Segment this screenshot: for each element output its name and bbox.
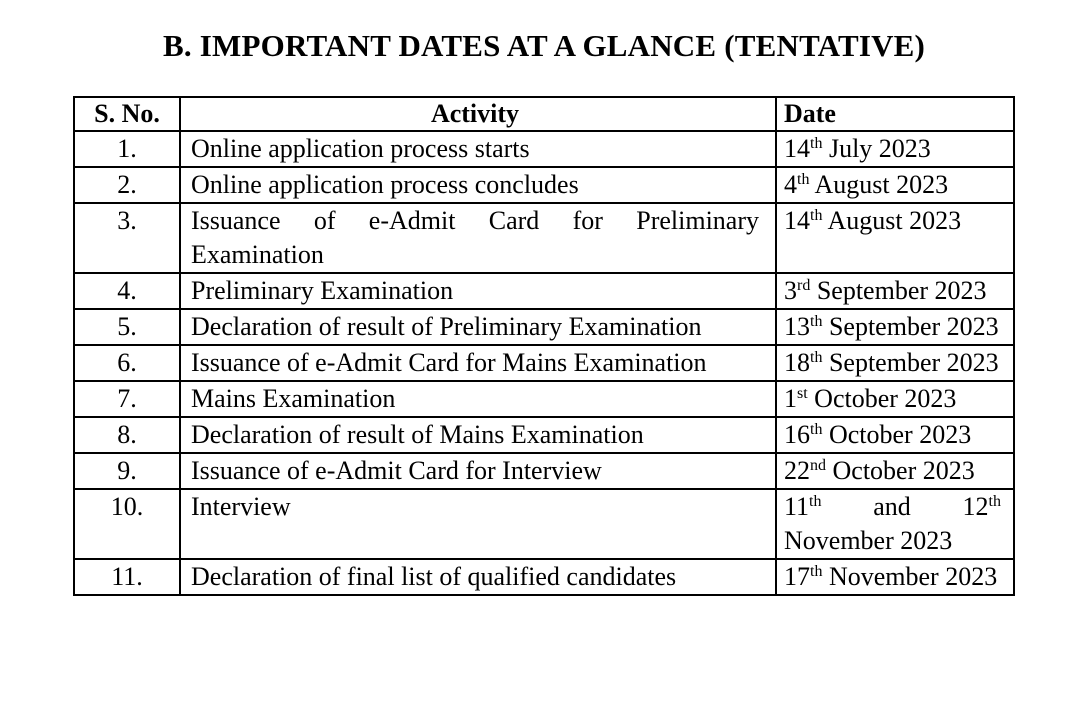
date-text: 17 xyxy=(784,562,810,591)
serial-number-cell: 9. xyxy=(74,453,180,489)
date-text: 11 xyxy=(784,492,810,521)
date-cell xyxy=(776,417,1014,453)
date-text: 14 xyxy=(784,134,810,163)
date-cell xyxy=(776,309,1014,345)
serial-number-cell: 8. xyxy=(74,417,180,453)
serial-number-cell: 10. xyxy=(74,489,180,559)
date-ordinal-suffix: nd xyxy=(810,457,826,474)
date-ordinal-suffix: th xyxy=(810,313,823,330)
header-sno: S. No. xyxy=(74,97,180,131)
date-text: August 2023 xyxy=(822,206,962,235)
activity-cell: Mains Examination xyxy=(180,381,776,417)
activity-cell: Online application process starts xyxy=(180,131,776,167)
date-text: July 2023 xyxy=(822,134,931,163)
table-row xyxy=(74,559,1014,595)
date-text: 1 xyxy=(784,384,797,413)
date-text: 16 xyxy=(784,420,810,449)
date-ordinal-suffix: th xyxy=(809,493,822,510)
activity-cell: Interview xyxy=(180,489,776,559)
date-cell xyxy=(776,273,1014,309)
serial-number-cell: 2. xyxy=(74,167,180,203)
activity-cell: Issuance of e-Admit Card for Mains Examination xyxy=(180,345,776,381)
date-text: 4 xyxy=(784,170,797,199)
activity-cell: Declaration of final list of qualified candidates xyxy=(180,559,776,595)
table-row xyxy=(74,273,1014,309)
date-text: October 2023 xyxy=(822,420,972,449)
date-text: and 12 xyxy=(821,492,989,521)
table-row xyxy=(74,453,1014,489)
date-cell xyxy=(776,559,1014,595)
date-text: 13 xyxy=(784,312,810,341)
date-ordinal-suffix: rd xyxy=(797,277,811,294)
activity-cell: Declaration of result of Mains Examination xyxy=(180,417,776,453)
table-row xyxy=(74,489,1014,559)
date-text: September 2023 xyxy=(810,276,987,305)
date-cell xyxy=(776,167,1014,203)
date-text: August 2023 xyxy=(809,170,949,199)
date-ordinal-suffix: th xyxy=(810,135,823,152)
date-text: 3 xyxy=(784,276,797,305)
date-ordinal-suffix: th xyxy=(797,171,810,188)
date-text: October 2023 xyxy=(826,456,975,485)
date-cell xyxy=(776,345,1014,381)
activity-cell: Issuance of e-Admit Card for Preliminary Examination xyxy=(180,203,776,273)
activity-cell: Issuance of e-Admit Card for Interview xyxy=(180,453,776,489)
date-text: 22 xyxy=(784,456,810,485)
date-ordinal-suffix: th xyxy=(810,421,823,438)
serial-number-cell: 6. xyxy=(74,345,180,381)
date-cell xyxy=(776,131,1014,167)
table-row xyxy=(74,345,1014,381)
date-text: November 2023 xyxy=(784,526,953,555)
serial-number-cell: 4. xyxy=(74,273,180,309)
table-row xyxy=(74,167,1014,203)
serial-number-cell: 7. xyxy=(74,381,180,417)
serial-number-cell: 11. xyxy=(74,559,180,595)
date-text: September 2023 xyxy=(822,348,999,377)
date-cell xyxy=(776,489,1014,559)
table-row xyxy=(74,381,1014,417)
date-text: 14 xyxy=(784,206,810,235)
date-text: November 2023 xyxy=(822,562,998,591)
date-text: September 2023 xyxy=(822,312,999,341)
activity-cell: Declaration of result of Preliminary Examination xyxy=(180,309,776,345)
header-activity: Activity xyxy=(180,97,776,131)
date-ordinal-suffix: st xyxy=(797,385,808,402)
table-row xyxy=(74,131,1014,167)
date-text: October 2023 xyxy=(807,384,957,413)
date-ordinal-suffix: th xyxy=(810,207,823,224)
table-row xyxy=(74,309,1014,345)
serial-number-cell: 3. xyxy=(74,203,180,273)
section-title: B. IMPORTANT DATES AT A GLANCE (TENTATIVE) xyxy=(163,28,926,63)
activity-cell: Online application process concludes xyxy=(180,167,776,203)
date-cell xyxy=(776,453,1014,489)
serial-number-cell: 5. xyxy=(74,309,180,345)
date-ordinal-suffix: th xyxy=(988,493,1001,510)
date-text: 18 xyxy=(784,348,810,377)
date-ordinal-suffix: th xyxy=(810,349,823,366)
header-date: Date xyxy=(776,97,1014,131)
table-row xyxy=(74,203,1014,273)
date-cell xyxy=(776,203,1014,273)
date-ordinal-suffix: th xyxy=(810,563,823,580)
important-dates-table xyxy=(73,96,1015,596)
table-header-row xyxy=(74,97,1014,131)
date-cell xyxy=(776,381,1014,417)
serial-number-cell: 1. xyxy=(74,131,180,167)
table-row xyxy=(74,417,1014,453)
activity-cell: Preliminary Examination xyxy=(180,273,776,309)
